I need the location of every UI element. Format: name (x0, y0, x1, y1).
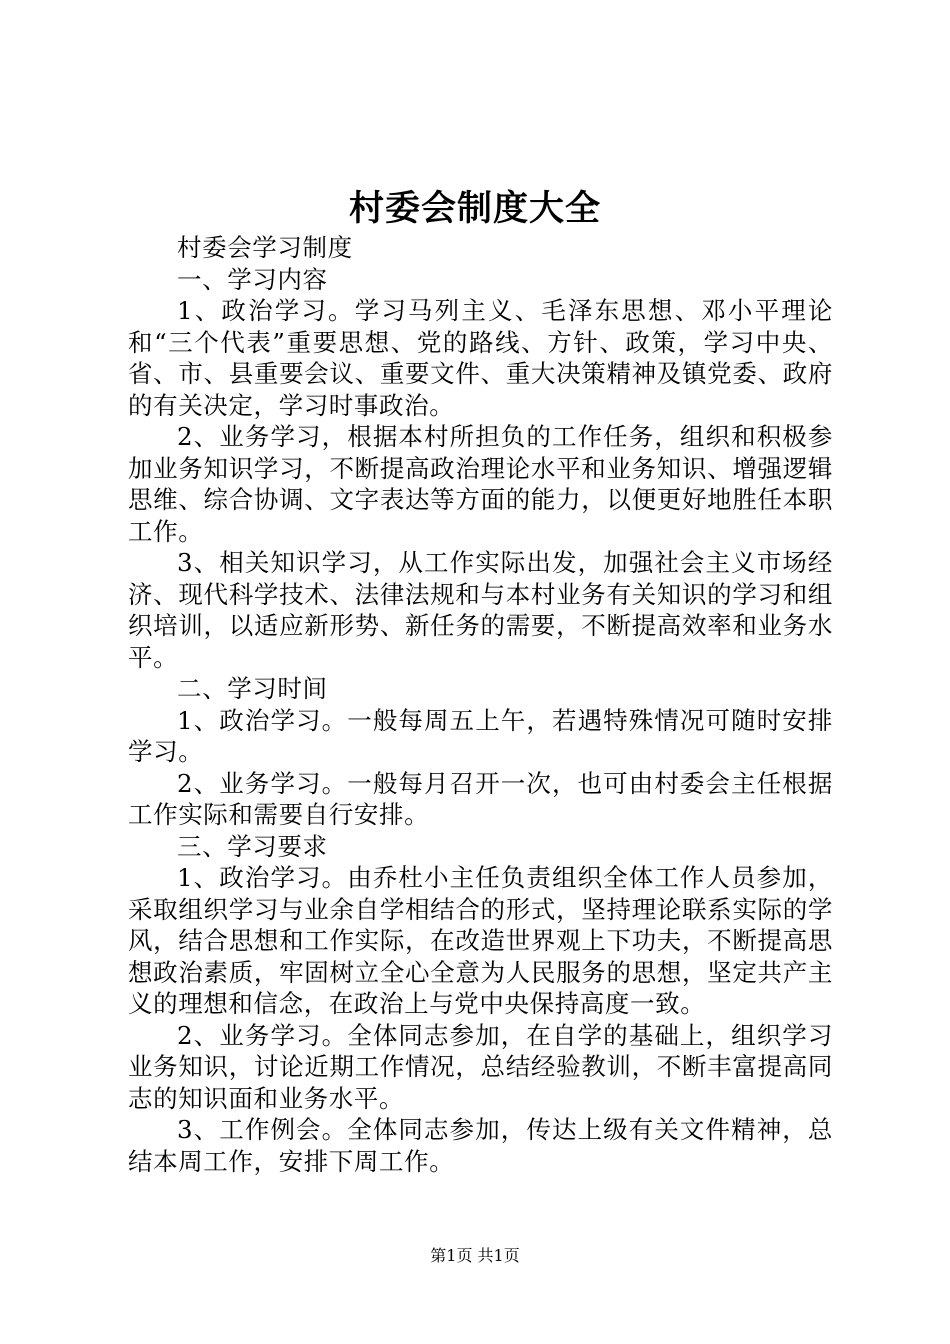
paragraph-section-heading: 村委会学习制度 (177, 233, 353, 262)
paragraph: 2、业务学习。一般每月召开一次，也可由村委会主任根据工作实际和需要自行安排。 (128, 768, 833, 829)
paragraph-heading-requirements: 三、学习要求 (177, 831, 328, 861)
paragraph: 3、工作例会。全体同志参加，传达上级有关文件精神，总结本周工作，安排下周工作。 (128, 1115, 833, 1176)
paragraph-heading-content: 一、学习内容 (177, 264, 328, 294)
paragraph: 1、政治学习。学习马列主义、毛泽东思想、邓小平理论和“三个代表”重要思想、党的路线、方针、政策，学习中央、省、市、县重要会议、重要文件、重大决策精神及镇党委、政府的有关决定，学习时事政治。 (128, 296, 833, 420)
paragraph: 1、政治学习。由乔杜小主任负责组织全体工作人员参加，采取组织学习与业余自学相结合的形式，坚持理论联系实际的学风，结合思想和工作实际，在改造世界观上下功夫，不断提高思想政治素质，牢固树立全心全意为人民服务的思想，坚定共产主义的理想和信念，在政治上与党中央保持高度一致。 (128, 863, 833, 1018)
paragraph: 3、相关知识学习，从工作实际出发，加强社会主义市场经济、现代科学技术、法律法规和与本村业务有关知识的学习和组织培训，以适应新形势、新任务的需要，不断提高效率和业务水平。 (128, 548, 833, 672)
paragraph: 1、政治学习。一般每周五上午，若遇特殊情况可随时安排学习。 (128, 705, 833, 766)
document-body (128, 232, 833, 1177)
page-number-footer: 第1页 共1页 (430, 1246, 520, 1265)
paragraph: 2、业务学习，根据本村所担负的工作任务，组织和积极参加业务知识学习，不断提高政治理论水平和业务知识、增强逻辑思维、综合协调、文字表达等方面的能力，以便更好地胜任本职工作。 (128, 422, 833, 546)
paragraph-heading-time: 二、学习时间 (177, 674, 328, 703)
document-title: 村委会制度大全 (348, 189, 601, 229)
paragraph: 2、业务学习。全体同志参加，在自学的基础上，组织学习业务知识，讨论近期工作情况，总结经验教训，不断丰富提高同志的知识面和业务水平。 (128, 1020, 833, 1113)
